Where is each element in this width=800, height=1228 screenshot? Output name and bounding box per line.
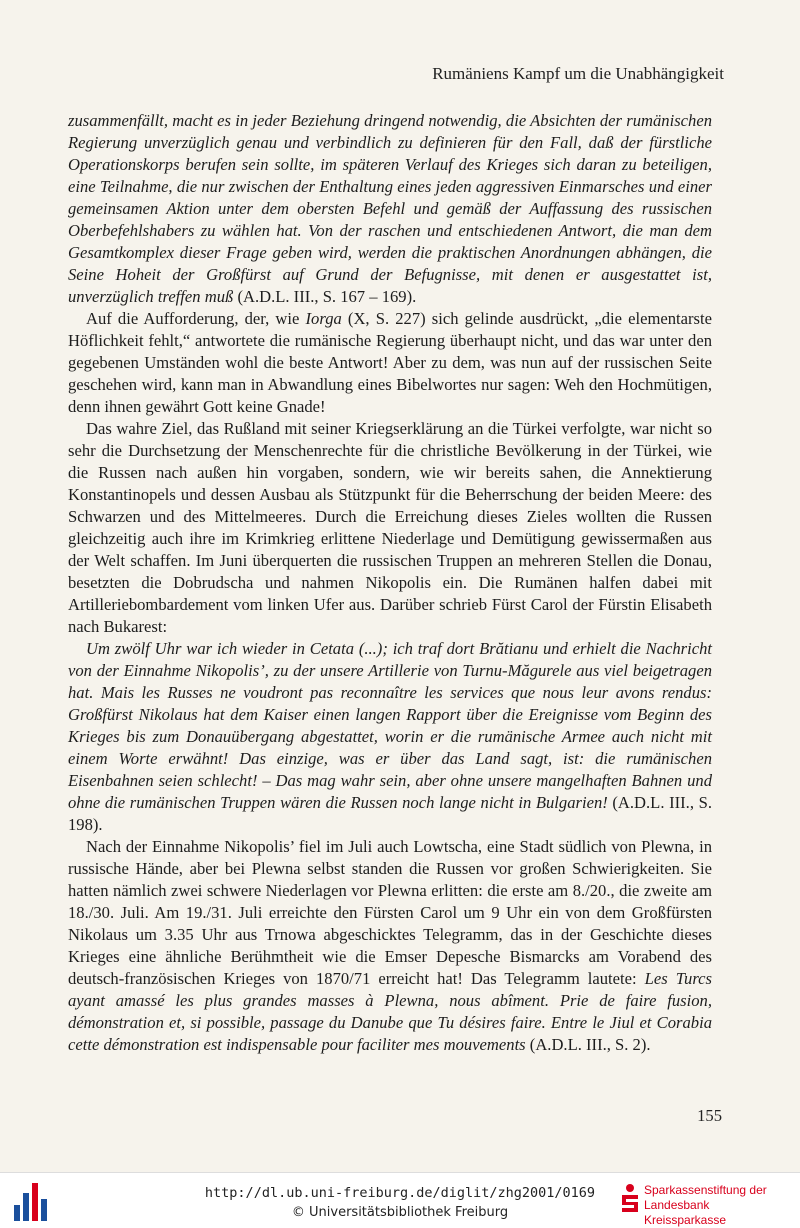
text-segment: (A.D.L. III., S. 167 – 169). (233, 287, 417, 306)
italic-text: zusammenfällt, macht es in jeder Beziehung dringend notwendig, die Absichten der rumänischen Regierung unverzüglich genau und verbindlich zu definieren für den Fall, daß der fürstliche Operationskorps berufen sein sollte, im späteren Verlauf des Krieges sich daran zu beteiligen, eine Teilnahme, die nur zwischen der Enthaltung eines jeden aggressiven Einmarsches und einer gemeinsamen Aktion unter dem obersten Befehl und gemäß der Auffassung des russischen Oberbefehlshabers zu wählen hat. Von der raschen und entschiedenen Antwort, die man dem Gesamtkomplex dieser Frage geben wird, werden die praktischen Anordnungen abhängen, die Seine Hoheit der Großfürst auf Grund der Befugnisse, mit denen er ausgestattet ist, unverzüglich treffen muß (68, 111, 712, 306)
italic-text: Iorga (305, 309, 342, 328)
copyright-notice: © Universitätsbibliothek Freiburg (291, 1205, 509, 1220)
paragraph (68, 836, 712, 1056)
italic-text: Um zwölf Uhr war ich wieder in Cetata (...); ich traf dort Brătianu und erhielt die Nachricht von der Einnahme Nikopolis’, zu der unsere Artillerie von Turnu-Măgurele aus viel beigetragen hat. Mais les Russes ne voudront pas reconnaître les services que nous leur avons rendus: Großfürst Nikolaus hat dem Kaiser einen langen Rapport über die Ereignisse vom Beginn des Krieges bis zum Donauübergang abgestattet, worin er die rumänische Armee auch nicht mit einem Worte erwähnt! Das einzige, was er über das Land sagt, ist: die rumänischen Eisenbahnen seien schlecht! – Das mag wahr sein, aber ohne unsere mangelhaften Bahnen und ohne die rumänischen Truppen wären die Russen noch lange nicht in Bulgarien! (68, 639, 712, 812)
text-segment: Nach der Einnahme Nikopolis’ fiel im Juli auch Lowtscha, eine Stadt südlich von Plewna, in russische Hände, aber bei Plewna selbst standen die Russen vor großen Schwierigkeiten. Sie hatten nämlich zwei schwere Niederlagen vor Plewna erlitten: die erste am 8./20., die zweite am 18./30. Juli. Am 19./31. Juli erreichte den Fürsten Carol um 9 Uhr ein von dem Großfürsten Nikolaus um 3.35 Uhr aus Trnowa abgeschicktes Telegramm, das in der Geschichte dieses Krieges eine ähnliche Berühmtheit wie die Emser Depesche Bismarcks am Vorabend des deutsch-französischen Krieges von 1870/71 erreicht hat! Das Telegramm lautete: (68, 837, 712, 988)
sponsor-credit (644, 1183, 794, 1228)
text-segment: (A.D.L. III., S. 198). (68, 793, 712, 834)
sponsor-line-2: Landesbank Kreissparkasse (644, 1198, 727, 1227)
sponsor-line-1: Sparkassenstiftung der (644, 1183, 767, 1197)
paragraph (68, 110, 712, 308)
text-segment: (X, S. 227) sich gelinde ausdrückt, „die elementarste Höflichkeit fehlt,“ antwortete die rumänische Regierung überhaupt nicht, und das war unter den gegebenen Umständen wohl die beste Antwort! Aber zu dem, was nun auf der russischen Seite geschehen wird, kann man in Abwandlung eines Bibelwortes nur sagen: Weh den Hochmütigen, denn ihnen gewährt Gott keine Gnade! (68, 309, 712, 416)
page-number: 155 (697, 1106, 722, 1125)
body-text (68, 110, 712, 1056)
viewer-footer (0, 1172, 800, 1227)
text-segment: (A.D.L. III., S. 2). (525, 1035, 651, 1054)
italic-text: Les Turcs ayant amassé les plus grandes masses à Plewna, nous abîment. Prie de faire fusion, démonstration et, si possible, passage du Danube que Tu désires faire. Entre le Jiul et Corabia cette démonstration est indispensable pour faciliter mes mouvements (68, 969, 712, 1054)
text-segment: Auf die Aufforderung, der, wie (86, 309, 306, 328)
sparkasse-logo-icon (620, 1183, 640, 1215)
running-head: Rumäniens Kampf um die Unabhängigkeit (432, 64, 724, 83)
paragraph (68, 638, 712, 836)
paragraph (68, 308, 712, 418)
paragraph (68, 418, 712, 638)
text-segment: Das wahre Ziel, das Rußland mit seiner Kriegserklärung an die Türkei verfolgte, war nicht so sehr die Durchsetzung der Menschenrechte für die christliche Bevölkerung in der Türkei, wie die Russen nach außen hin vorgaben, sondern, wie wir bereits sahen, die Annektierung Konstantinopels und dessen Ausbau als Stützpunkt für die Beherrschung der beiden Meere: des Schwarzen und des Mittelmeeres. Durch die Erreichung dieses Zieles wollten die Russen gleichzeitig auch ihre im Krimkrieg erlittene Niederlage und Demütigung gewissermaßen aus der Welt schaffen. Im Juni überquerten die russischen Truppen an mehreren Stellen die Donau, besetzten die Dobrudscha und nahmen Nikopolis ein. Die Rumänen halfen dabei mit Artilleriebombardement vom linken Ufer aus. Darüber schrieb Fürst Carol der Fürstin Elisabeth nach Bukarest: (68, 419, 712, 636)
permalink-url[interactable]: http://dl.ub.uni-freiburg.de/diglit/zhg2001/0169 (204, 1185, 596, 1201)
